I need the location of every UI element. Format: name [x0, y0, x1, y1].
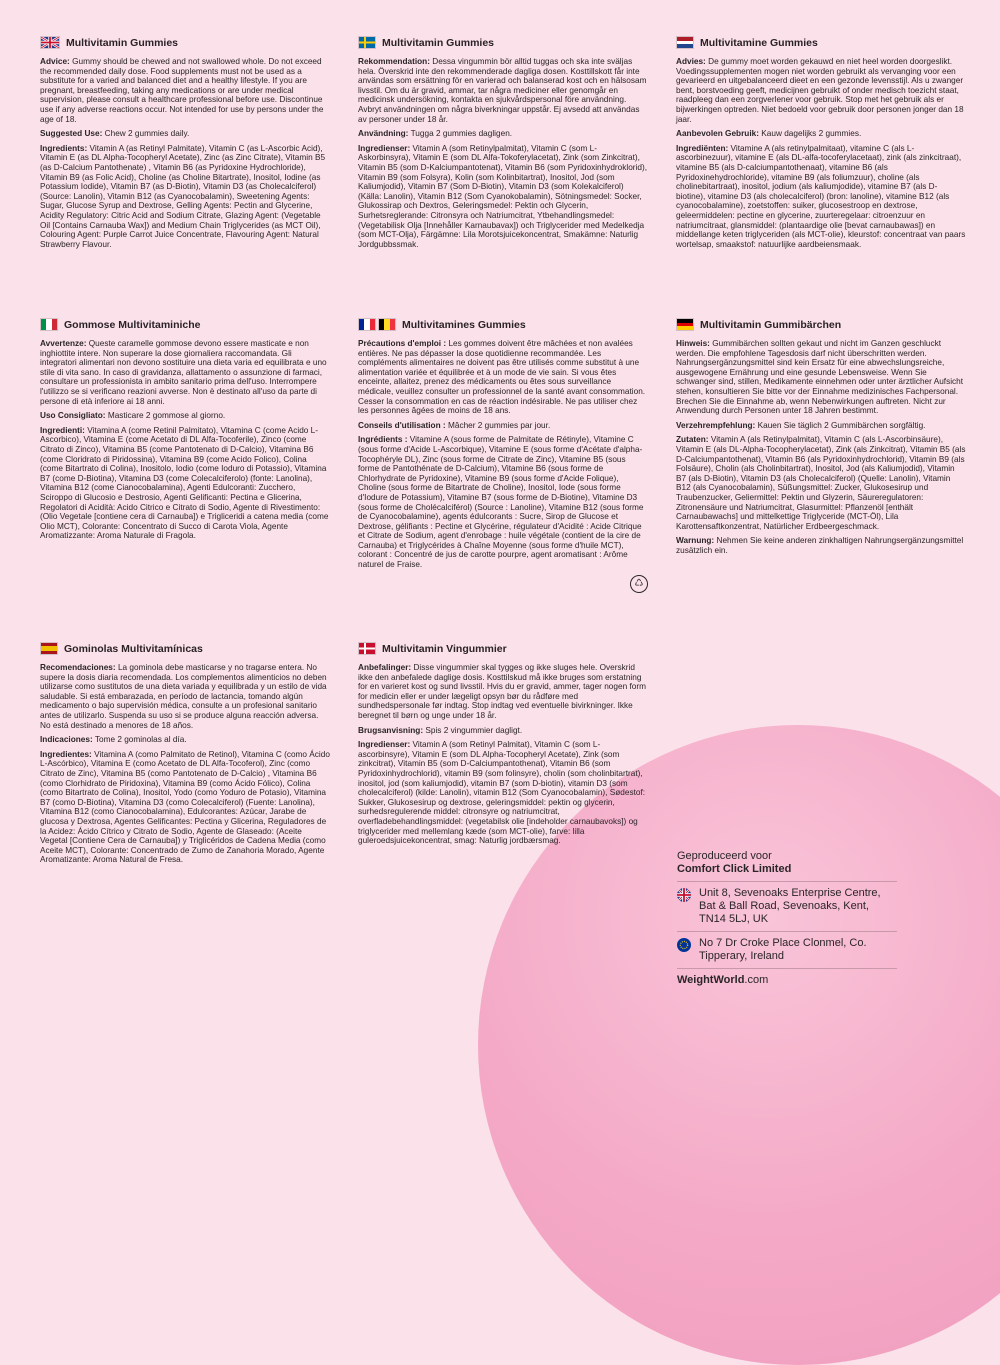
section-heading [40, 642, 330, 655]
uk-round-flag-icon [677, 888, 691, 902]
advice-paragraph: Avvertenze: Queste caramelle gommose devono essere masticate e non inghiottite intere. Non superare la dose giornaliera raccomandata. Gli integratori alimentari non devono sostituire una dieta varia ed equilibrata e uno stile di vita sano. In caso di gravidanza, allattamento o assunzione di farmaci, consultare un professionista in ambito sanitario prima dell'uso. Interrompere l'utilizzo se si verificano reazioni avverse. Non è destinato all'uso da parte di persone di età inferiore ai 18 anni. [40, 339, 327, 406]
section-french [358, 318, 648, 593]
produced-for-label: Geproduceerd voor [677, 850, 772, 862]
section-italian [40, 318, 330, 546]
section-title: Multivitamin Gummibärchen [700, 318, 842, 331]
ingredients-paragraph: Ingredienser: Vitamin A (som Retinyl Palmitat), Vitamin C (som L-ascorbinsyre), Vitamin E (som DL Alpha-Tocopheryl Acetate), Zink (som zinkcitrat), Vitamin B5 (som D-Calciumpantothenat), Vitamin B6 (som Pyridoxinhydrochlorid), vitamin B9 (som folinsyre), cholin (som cholinbitartrat), inositol, jod (som kaliumjodid), vitamin B7 (som D-biotin), vitamin D3 (som cholecalciferol) (kilde: Lanolin), vitamin B12 (Som Cyanocobalamin), Sødestof: Sukker, Glukosesirup og dextrose, geleringsmiddel: pektin og glycerin, surhedsregulerende middel: citronsyre og natriumcitrat, overfladebehandlingsmiddel: (vegetabilsk olie [indeholder carnaubavoks]) og triglycerider med mellemlang kæde (som MCT-olie), farve: lilla guleroedsjuicekoncentrat, smag: Naturlig jordbærsmag. [358, 740, 646, 846]
section-heading [358, 642, 648, 655]
advice-paragraph: Recomendaciones: La gominola debe masticarse y no tragarse entera. No supere la dosis diaria recomendada. Los complementos alimenticios no deben utilizarse como sustitutos de una dieta variada y equilibrada y un estilo de vida saludable. Si está embarazada, en período de lactancia, tomando algún medicamento o bajo supervisión médica, consulte a un profesional sanitario antes de utilizarlo. Suspenda su uso si se produce alguna reacción adversa. No está destinado a menores de 18 años. [40, 663, 327, 730]
section-title: Multivitamine Gummies [700, 36, 818, 49]
ingredients-paragraph: Ingredienser: Vitamin A (som Retinylpalmitat), Vitamin C (som L-Askorbinsyra), Vitamin E (som DL Alfa-Tokoferylacetat), Zink (som Zinkcitrat), Vitamin B5 (som D-Kalciumpantotenat), Vitamin B6 (som Pyridoxinhydroklorid), Vitamin B9 (som Folsyra), Kolin (som Kolinbitartrat), Inositol, Jod (som Kaliumjodid), Vitamin B7 (Som D-Biotin), Vitamin D3 (som Kolekalciferol) (Källa: Lanolin), Vitamin B12 (Som Cyanokobalamin), Sötningsmedel: Socker, Glukossirap och Dextros, Geleringsmedel: Pektin och Glycerin, Surhetsreglerande: Citronsyra och Natriumcitrat, Ytbehandlingsmedel: (Vegetabilisk Olja [Innehåller Karnaubavax]) och Triglycerider med Medelkedja (som MCT-Olja), Färgämne: Lila Morotsjuicekoncentrat, Smakämne: Naturlig Jordgubbssmak. [358, 143, 648, 249]
netherlands-flag-icon [676, 36, 694, 49]
ingredients-paragraph: Zutaten: Vitamin A (als Retinylpalmitat), Vitamin C (als L-Ascorbinsäure), Vitamin E (als DL-Alpha-Tocopherylacetat), Zink (als Zinkcitrat), Vitamin B5 (als D-Calciumpantothenat), Vitamin B6 (als Pyridoxinhydrochlorid), Vitamin B9 (als Folsäure), Cholin (als Cholinbitartrat), Inositol, Jod (als Kaliumjodid), Vitamin B7 (als D-Biotin), Vitamin D3 (als Cholecalciferol) (Quelle: Lanolin), Vitamin B12 (als Cyanocobalamin), Süßungsmittel: Zucker, Glukosesirup und Traubenzucker, Geliermittel: Pektin und Glyzerin, Säureregulatoren: Zitronensäure und Natriumcitrat, Glasurmittel: Pflanzenöl [enthält Carnaubawachs] und mittelkettige Triglyceride (MCT-Öl), Lila Karottensaftkonzentrat, Natürlicher Erdbeergeschmack. [676, 435, 966, 531]
website[interactable]: WeightWorld.com [677, 974, 769, 986]
usage-paragraph: Verzehrempfehlung: Kauen Sie täglich 2 Gummibärchen sorgfältig. [676, 420, 926, 430]
divider [677, 931, 897, 932]
ingredients-paragraph: Ingredienti: Vitamina A (come Retinil Palmitato), Vitamina C (come Acido L-Ascorbico), Vitamina E (come Acetato di DL Alfa-Tocoferile), Zinco (come Citrato di Zinco), Vitamina B5 (come Pantotenato di D-Calcio), Vitamina B6 (come Cloridrato di Piridossina), Vitamina B9 (come Acido Folico), Colina (come Bitartrato di Colina), Inositolo, Iodio (come Ioduro di Potassio), Vitamina B7 (come D-Biotina), Vitamina D3 (come Colecalciferolo) (fonte: Lanolina), Vitamina B12 (come Cianocobalamina), Agenti Edulcoranti: Zucchero, Sciroppo di Glucosio e Destrosio, Agenti Gelificanti: Pectina e Glicerina, Regolatori di Acidità: Acido Citrico e Citrato di Sodio, Agente di Rivestimento: (Olio Vegetale [contiene cera di Carnauba]) e Trigliceridi a catena media (come Olio MCT), Colorante: Concentrato di Succo di Carota Viola, Agente Aromatizzante: Aroma Naturale di Fragola. [40, 425, 329, 541]
ingredients-paragraph: Ingredientes: Vitamina A (como Palmitato de Retinol), Vitamina C (como Ácido L-Ascórbico), Vitamina E (como Acetato de DL Alfa-Tocoferol), Zinc (como Citrato de Zinc), Vitamina B5 (como Pantotenato de D-Calcio) , Vitamina B6 (como Clorhidrato de Piridoxina), Vitamina B9 (como Ácido Fólico), Colina (como Bitartrato de Colina), Inositol, Yodo (como Yoduro de Potasio), Vitamina B7 (como D-Biotina), Vitamina D3 (como Colecalciferol) (Fuente: Lanolina), Vitamina B12 (como Cianocobalamina), Edulcorantes: Azúcar, Jarabe de glucosa y Dextrosa, Agentes Gelificantes: Pectina y Glicerina, Reguladores de la Acidez: Ácido Cítrico y Citrato de Sodio, Agente de Glaseado: (Aceite Vegetal [Contiene Cera de Carnauba]) y Triglicéridos de Cadena Media (como Aceite MCT), Colorante: Concentrado de Zumo de Zanahoria Morado, Agente Aromatizante: Aroma Natural de Fresa. [40, 749, 330, 865]
denmark-flag-icon [358, 642, 376, 655]
section-title: Multivitamin Vingummier [382, 642, 507, 655]
section-heading [40, 318, 330, 331]
uk-flag-icon [40, 36, 60, 49]
advice-paragraph: Anbefalinger: Disse vingummier skal tygges og ikke sluges hele. Overskrid ikke den anbefalede daglige dosis. Kosttilskud må ikke bruges som erstatning for en varieret kost og sund livsstil. Hvis du er gravid, ammer, tager nogen form for medicin eller er under lægeligt opsyn bør du rådføre med sundhedspersonale før indtag. Stop indtag ved eventuelle bivirkninger. Ikke beregnet til børn og unge under 18 år. [358, 663, 646, 720]
ingredients-paragraph: Ingredients: Vitamin A (as Retinyl Palmitate), Vitamin C (as L-Ascorbic Acid), Vitamin E (as DL Alpha-Tocopheryl Acetate), Zinc (as Zinc Citrate), Vitamin B5 (as D-Calcium Pantothenate) , Vitamin B6 (as Pyridoxine Hydrochloride), Vitamin B9 (as Folic Acid), Choline (as Choline Bitartrate), Inositol, Iodine (as Potassium Iodide), Vitamin B7 (as D-Biotin), Vitamin D3 (as Cholecalciferol) (Source: Lanolin), Vitamin B12 (as Cyanocobalamin), Sweetening Agents: Sugar, Glucose Syrup and Dextrose, Gelling Agents: Pectin and Glycerine, Acidity Regulatory: Citric Acid and Sodium Citrate, Glazing Agent: (Vegetable Oil [Contains Carnauba Wax]) and Medium Chain Triglycerides (as MCT Oil), Colouring Agent: Purple Carrot Juice Concentrate, Flavouring Agent: Natural Strawberry Flavour. [40, 143, 326, 249]
uk-address: Unit 8, Sevenoaks Enterprise Centre, Bat & Ball Road, Sevenoaks, Kent, TN14 5LJ, UK [699, 887, 881, 925]
manufacturer-block [677, 850, 897, 987]
uk-address-row [677, 887, 897, 926]
usage-paragraph: Uso Consigliato: Masticare 2 gommose al giorno. [40, 411, 226, 421]
sweden-flag-icon [358, 36, 376, 49]
section-heading [40, 36, 330, 49]
section-swedish [358, 36, 648, 254]
advice-paragraph: Rekommendation: Dessa vingummin bör alltid tuggas och ska inte sväljas hela. Överskrid inte den rekommenderade dagliga dosen. Kosttillskott får inte användas som ersättning för en varierad och balanserad kost och en hälsosam livsstil. Om du är gravid, ammar, tar några mediciner eller genomgår en medicinsk undersökning, kontakta en sjukvårdspersonal före användning. Avbryt användningen om några biverkningar uppstår. Ej avsedd att användas av personer under 18 år. [358, 57, 647, 124]
ie-address-row [677, 937, 897, 963]
section-spanish [40, 642, 330, 870]
section-dutch [676, 36, 966, 254]
italy-flag-icon [40, 318, 58, 331]
usage-paragraph: Användning: Tugga 2 gummies dagligen. [358, 129, 513, 139]
section-danish [358, 642, 648, 851]
usage-paragraph: Aanbevolen Gebruik: Kauw dagelijks 2 gummies. [676, 129, 862, 139]
section-title: Multivitamin Gummies [66, 36, 179, 49]
triman-recycling-icon: ♺ [630, 575, 648, 593]
advice-paragraph: Advies: De gummy moet worden gekauwd en niet heel worden doorgeslikt. Voedingssupplementen mogen niet worden gebruikt als vervanging voor een gevarieerd en uitgebalanceerd dieet en een gezonde levensstijl. Als u zwanger bent, borstvoeding geeft, medicijnen gebruikt of onder medisch toezicht staat, raadpleeg dan een zorgverlener voor gebruik. Stop met het gebruik als er bijwerkingen optreden. Niet bedoeld voor gebruik door personen jonger dan 18 jaar. [676, 57, 964, 124]
warning-paragraph: Warnung: Nehmen Sie keine anderen zinkhaltigen Nahrungsergänzungsmittel zusätzlich ein. [676, 536, 964, 555]
spain-flag-icon [40, 642, 58, 655]
usage-paragraph: Suggested Use: Chew 2 gummies daily. [40, 129, 190, 139]
advice-paragraph: Hinweis: Gummibärchen sollten gekaut und nicht im Ganzen geschluckt werden. Die empfohlene Tagesdosis darf nicht überschritten werden. Nahrungsergänzungsmittel sind kein Ersatz für eine abwechslungsreiche, ausgewogene Ernährung und eine gesunde Lebensweise. Wenn Sie schwanger sind, stillen, Medikamente einnehmen oder unter ärztlicher Aufsicht stehen, konsultieren Sie bitte vor der Einnahme medizinisches Fachpersonal. Brechen Sie die Einnahme ab, wenn Nebenwirkungen auftreten. Nicht zur Anwendung durch Personen unter 18 Jahren bestimmt. [676, 339, 964, 416]
divider [677, 881, 897, 882]
section-title: Gominolas Multivitamínicas [64, 642, 203, 655]
ie-address: No 7 Dr Croke Place Clonmel, Co. Tipperary, Ireland [699, 937, 867, 962]
section-german [676, 318, 966, 560]
divider [677, 968, 897, 969]
section-english [40, 36, 330, 254]
france-belgium-flag-icon [358, 318, 396, 331]
section-heading [358, 36, 648, 49]
section-title: Gommose Multivitaminiche [64, 318, 201, 331]
ingredients-paragraph: Ingrediënten: Vitamine A (als retinylpalmitaat), vitamine C (als L-ascorbinezuur), vitamine E (als DL-alfa-tocoferylacetaat), zink (als zinkcitraat), vitamine B5 (als D-calciumpantothenaat), vitamine B6 (als Pyridoxinehydrochloride), vitamine B9 (als foliumzuur), choline (als cholinebitartraat), inositol, jodium (als kaliumjodide), vitamine B7 (als D-biotine), vitamine D3 (als cholecalciferol) (bron: lanoline), vitamine B12 (als cyanocobalamine), zoetstoffen: suiker, glucosestroop en dextrose, geleermiddelen: pectine en glycerine, zuurteregelaar: citroenzuur en natriumcitraat, glansmiddel: (plantaardige olie [bevat carnaubawas]) en middellange keten triglyceriden (als MCT-olie), kleurstof: concentraat van paars wortelsap, smaakstof: natuurlijke aardbeiensmaak. [676, 143, 966, 249]
advice-paragraph: Précautions d'emploi : Les gommes doivent être mâchées et non avalées entières. Ne pas dépasser la dose quotidienne recommandée. Les compléments alimentaires ne doivent pas être utilisés comme substitut à une alimentation variée et équilibrée et à un mode de vie sain. Si vous êtes enceinte, allaitez, prenez des médicaments ou êtes sous surveillance médicale, veuillez consulter un professionnel de la santé avant consommation. Cesser la consommation en cas de réaction indésirable. Ne pas utiliser chez les personnes âgées de moins de 18 ans. [358, 339, 646, 416]
section-title: Multivitamin Gummies [382, 36, 495, 49]
section-heading [676, 36, 966, 49]
eu-round-flag-icon [677, 938, 691, 952]
usage-paragraph: Brugsanvisning: Spis 2 vingummier dagligt. [358, 725, 523, 735]
usage-paragraph: Indicaciones: Tome 2 gominolas al día. [40, 735, 187, 745]
section-title: Multivitamines Gummies [402, 318, 526, 331]
usage-paragraph: Conseils d'utilisation : Mâcher 2 gummies par jour. [358, 420, 551, 430]
section-heading [358, 318, 648, 331]
ingredients-paragraph: Ingrédients : Vitamine A (sous forme de Palmitate de Rétinyle), Vitamine C (sous forme d'Acide L-Ascorbique), Vitamine E (sous forme d'Acétate d'alpha-Tocophéryle DL), Zinc (sous forme de Citrate de Zinc), Vitamine B5 (sous forme de Pantothénate de D-Calcium), Vitamine B6 (sous forme de Chlorhydrate de Pyridoxine), Vitamine B9 (sous forme d'Acide Folique), Choline (sous forme de Bitartrate de Choline), Inositol, Iode (sous forme d'Iodure de Potassium), Vitamine B7 (sous forme de D-Biotine), Vitamine D3 (sous forme de Cholécalciférol) (Source : Lanoline), Vitamine B12 (sous forme de Cyanocobalamine), agents édulcorants : Sucre, Sirop de Glucose et Dextrose, gélifiants : Pectine et Glycérine, régulateur d'Acidité : Acide Citrique et Citrate de Sodium, agent d'enrobage : huile végétale (contient de la cire de Carnauba) et Triglycérides à Chaîne Moyenne (sous forme d'huile MCT), colorant : Concentré de jus de carotte pourpre, agent aromatisant : Arôme naturel de Fraise. [358, 435, 644, 570]
section-heading [676, 318, 966, 331]
germany-flag-icon [676, 318, 694, 331]
company-name: Comfort Click Limited [677, 863, 792, 875]
advice-paragraph: Advice: Gummy should be chewed and not swallowed whole. Do not exceed the recommended daily dose. Food supplements must not be used as a substitute for a varied and balanced diet and a healthy lifestyle. If you are pregnant, breastfeeding, taking any medications or are under medical supervision, please consult a healthcare professional before use. Discontinue use if any adverse reactions occur. Not intended for use by persons under the age of 18. [40, 57, 324, 124]
